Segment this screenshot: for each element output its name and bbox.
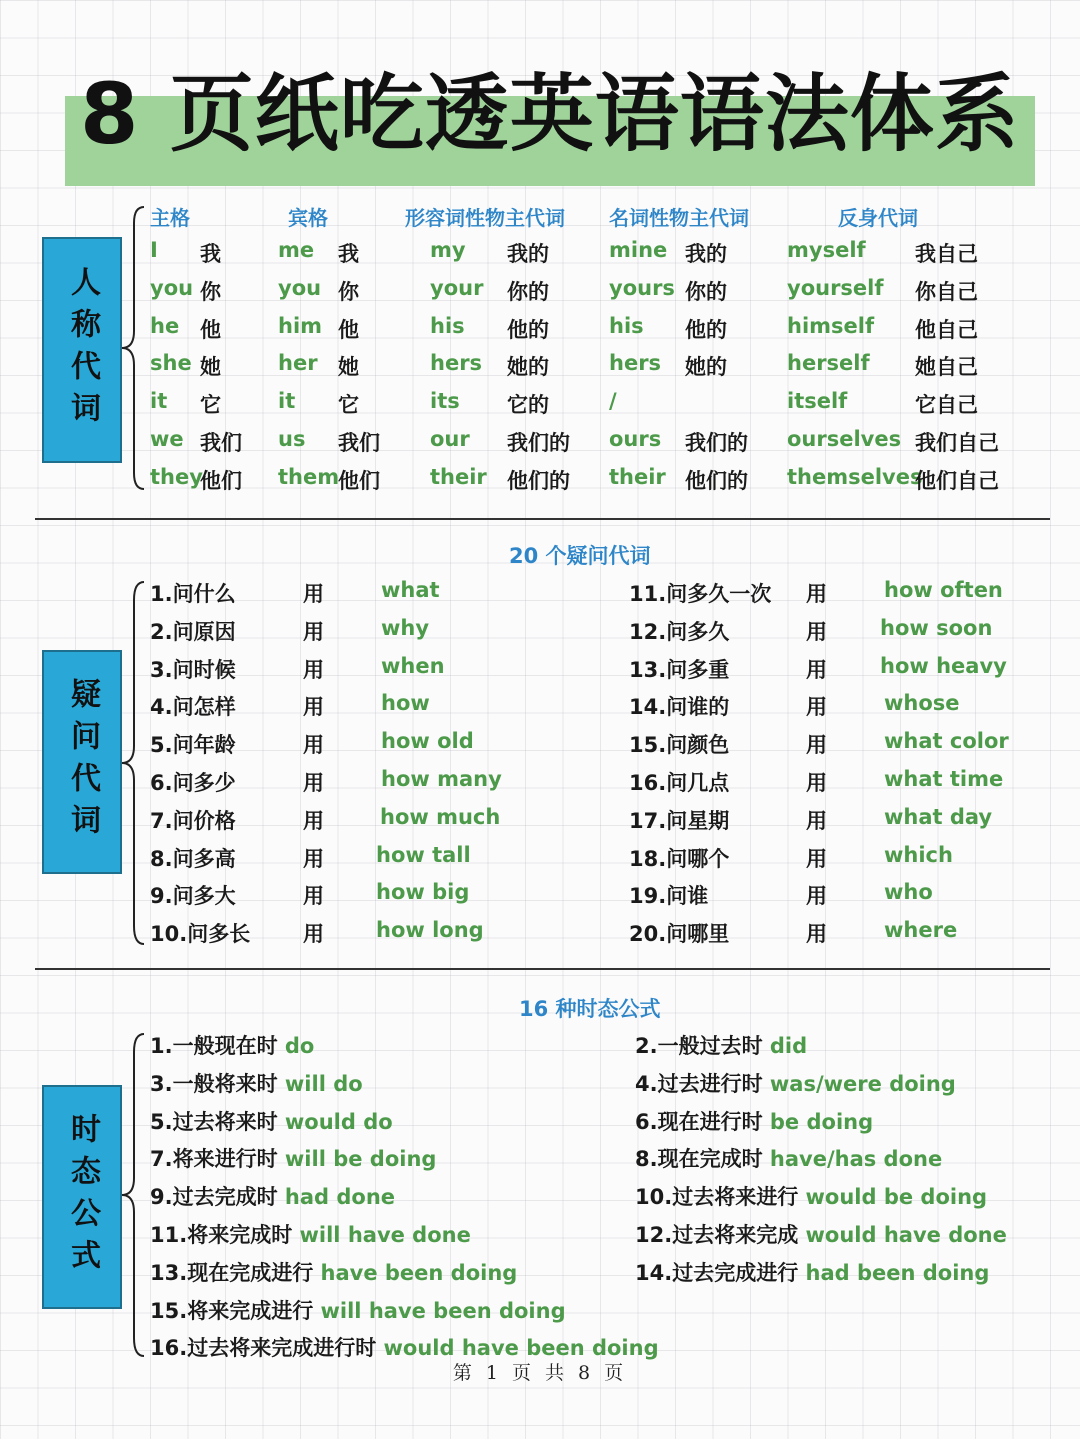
interrogatives-title: 20 个疑问代词 <box>509 544 651 568</box>
question-label: 4.问怎样 <box>150 695 236 720</box>
question-word: which <box>884 842 953 867</box>
pronoun-english: my <box>430 238 466 262</box>
pronoun-chinese: 我的 <box>507 242 549 266</box>
question-label: 9.问多大 <box>150 884 236 909</box>
tense-name: 13.现在完成进行 <box>150 1260 314 1285</box>
pronoun-english: ourselves <box>787 427 902 451</box>
tense-formula <box>635 1106 873 1136</box>
divider-2 <box>35 968 1050 970</box>
tense-name: 5.过去将来时 <box>150 1109 278 1134</box>
question-word: when <box>381 653 445 678</box>
question-label: 16.问几点 <box>629 771 730 795</box>
tense-formula-text: will have been doing <box>313 1298 566 1323</box>
question-label: 10.问多长 <box>150 922 251 947</box>
pronoun-chinese: 我 <box>338 242 359 266</box>
pronoun-chinese: 她自己 <box>915 355 978 380</box>
question-word: how heavy <box>880 653 1007 678</box>
column-header: 宾格 <box>288 206 328 230</box>
use-word: 用 <box>303 695 324 720</box>
tense-formula-text: will be doing <box>277 1147 437 1172</box>
question-label: 6.问多少 <box>150 771 236 795</box>
question-label: 3.问时候 <box>150 657 236 682</box>
pronoun-chinese: 它自己 <box>915 393 978 418</box>
question-word: how old <box>381 729 474 754</box>
pronoun-english: herself <box>787 351 870 376</box>
pronoun-chinese: 她的 <box>507 355 549 380</box>
pronoun-chinese: 他的 <box>507 317 549 342</box>
question-word: what day <box>884 804 993 829</box>
use-word: 用 <box>303 846 324 871</box>
use-word: 用 <box>806 733 827 758</box>
pronoun-english: their <box>609 464 666 489</box>
pronoun-english: you <box>278 275 322 300</box>
question-word: how often <box>884 578 1003 602</box>
pronoun-chinese: 你的 <box>685 279 727 304</box>
tense-formula-text: had been doing <box>798 1260 990 1285</box>
pronoun-english: our <box>430 427 470 451</box>
brace-interrogatives <box>118 578 148 948</box>
pronoun-english: myself <box>787 238 866 262</box>
question-label: 14.问谁的 <box>629 695 730 720</box>
question-word: how long <box>376 918 484 943</box>
question-label: 18.问哪个 <box>629 846 730 871</box>
tense-formula-text: would do <box>277 1109 393 1134</box>
pronoun-chinese: 它 <box>338 393 359 418</box>
tense-name: 7.将来进行时 <box>150 1147 278 1172</box>
question-label: 12.问多久 <box>629 619 730 644</box>
pronoun-chinese: 我们 <box>200 431 242 455</box>
page-footer: 第 1 页 共 8 页 <box>452 1362 628 1384</box>
pronoun-chinese: 他自己 <box>915 317 978 342</box>
use-word: 用 <box>303 922 324 947</box>
tense-formula <box>150 1030 314 1060</box>
tense-name: 16.过去将来完成进行时 <box>150 1336 377 1361</box>
tense-formula-text: would be doing <box>798 1185 988 1210</box>
use-word: 用 <box>303 582 324 606</box>
brace-pronouns <box>118 203 148 493</box>
use-word: 用 <box>806 846 827 871</box>
use-word: 用 <box>806 884 827 909</box>
brace-tenses <box>118 1030 148 1360</box>
tense-formula-text: would have been doing <box>376 1336 659 1361</box>
tense-name: 4.过去进行时 <box>635 1071 763 1096</box>
question-word: what color <box>884 729 1009 754</box>
pronoun-english: I <box>150 238 158 262</box>
tenses-title: 16 种时态公式 <box>519 997 661 1021</box>
question-word: how tall <box>376 842 471 867</box>
pronoun-english: hers <box>430 351 483 376</box>
column-header: 主格 <box>150 206 190 230</box>
pronoun-chinese: 我 <box>200 242 221 266</box>
use-word: 用 <box>806 771 827 795</box>
question-label: 11.问多久一次 <box>629 582 772 606</box>
pronoun-english: its <box>430 389 460 414</box>
question-label: 20.问哪里 <box>629 922 730 947</box>
question-label: 19.问谁 <box>629 884 709 909</box>
pronoun-english: ours <box>609 427 662 451</box>
use-word: 用 <box>806 922 827 947</box>
use-word: 用 <box>806 657 827 682</box>
pronoun-chinese: 他们 <box>200 468 242 493</box>
tense-formula-text: had done <box>277 1185 396 1210</box>
question-word: how much <box>380 804 501 829</box>
pronoun-english: we <box>150 427 184 451</box>
pronoun-english: mine <box>609 238 668 262</box>
pronoun-chinese: 我们 <box>338 431 380 455</box>
tense-name: 12.过去将来完成 <box>635 1223 799 1247</box>
pronoun-english: their <box>430 464 487 489</box>
tense-name: 10.过去将来进行 <box>635 1185 799 1210</box>
pronoun-english: she <box>150 351 192 376</box>
use-word: 用 <box>806 582 827 606</box>
pronoun-chinese: 我们的 <box>507 431 570 455</box>
tense-formula <box>635 1257 989 1287</box>
use-word: 用 <box>303 771 324 795</box>
tense-formula-text: would have done <box>798 1223 1007 1247</box>
tense-formula <box>635 1181 987 1211</box>
tense-name: 9.过去完成时 <box>150 1185 278 1210</box>
pronoun-chinese: 他的 <box>685 317 727 342</box>
section-label-interrogatives: 疑问代词 <box>42 650 122 874</box>
tense-formula <box>150 1257 517 1287</box>
use-word: 用 <box>303 884 324 909</box>
pronoun-english: your <box>430 275 484 300</box>
question-word: how <box>381 691 430 716</box>
question-word: whose <box>884 691 960 716</box>
pronoun-chinese: 你 <box>338 279 359 304</box>
tense-formula-text: was/were doing <box>762 1071 956 1096</box>
pronoun-english: him <box>278 313 323 338</box>
pronoun-english: his <box>430 313 465 338</box>
pronoun-english: her <box>278 351 318 376</box>
tense-formula-text: have/has done <box>762 1147 943 1172</box>
tense-formula-text: will do <box>277 1071 363 1096</box>
pronoun-english: they <box>150 464 203 489</box>
pronoun-chinese: 我自己 <box>915 242 978 266</box>
pronoun-chinese: 他 <box>200 317 221 342</box>
question-word: who <box>884 880 933 905</box>
use-word: 用 <box>303 733 324 758</box>
column-header: 反身代词 <box>838 206 918 230</box>
tense-formula-text: will have done <box>292 1223 471 1247</box>
pronoun-chinese: 它 <box>200 393 221 418</box>
question-label: 13.问多重 <box>629 657 730 682</box>
tense-formula <box>635 1143 942 1173</box>
pronoun-english: us <box>278 427 306 451</box>
question-label: 1.问什么 <box>150 582 236 606</box>
pronoun-chinese: 我们自己 <box>915 431 999 455</box>
pronoun-english: you <box>150 275 194 300</box>
question-word: what <box>381 578 440 602</box>
use-word: 用 <box>806 808 827 833</box>
tense-formula-text: have been doing <box>313 1260 518 1285</box>
question-label: 15.问颜色 <box>629 733 730 758</box>
pronoun-english: his <box>609 313 644 338</box>
tense-formula <box>150 1106 393 1136</box>
tense-formula-text: do <box>277 1034 315 1058</box>
question-word: why <box>381 615 430 640</box>
question-label: 5.问年龄 <box>150 733 236 758</box>
divider-1 <box>35 518 1050 520</box>
question-word: how many <box>381 767 502 791</box>
use-word: 用 <box>806 619 827 644</box>
question-label: 2.问原因 <box>150 619 236 644</box>
pronoun-english: yours <box>609 275 675 300</box>
pronoun-chinese: 你自己 <box>915 279 978 304</box>
use-word: 用 <box>303 808 324 833</box>
pronoun-chinese: 他 <box>338 317 359 342</box>
pronoun-chinese: 我的 <box>685 242 727 266</box>
pronoun-english: me <box>278 238 315 262</box>
use-word: 用 <box>303 619 324 644</box>
pronoun-chinese: 它的 <box>507 393 549 418</box>
pronoun-english: / <box>609 389 617 414</box>
pronoun-chinese: 他们的 <box>685 468 748 493</box>
tense-formula <box>150 1181 395 1211</box>
pronoun-chinese: 我们的 <box>685 431 748 455</box>
question-word: how soon <box>880 615 993 640</box>
tense-formula <box>150 1143 436 1173</box>
pronoun-chinese: 他们自己 <box>915 468 999 493</box>
question-word: what time <box>884 767 1004 791</box>
tense-formula <box>635 1030 807 1060</box>
tense-formula <box>150 1295 566 1325</box>
pronoun-chinese: 他们 <box>338 468 380 493</box>
tense-name: 1.一般现在时 <box>150 1034 278 1058</box>
pronoun-chinese: 她的 <box>685 355 727 380</box>
pronoun-english: he <box>150 313 180 338</box>
tense-name: 15.将来完成进行 <box>150 1298 314 1323</box>
tense-formula-text: did <box>762 1034 808 1058</box>
pronoun-chinese: 她 <box>338 355 359 380</box>
question-word: how big <box>376 880 470 905</box>
question-word: where <box>884 918 958 943</box>
pronoun-english: it <box>278 389 296 414</box>
pronoun-chinese: 你的 <box>507 279 549 304</box>
pronoun-english: itself <box>787 389 848 414</box>
section-label-pronouns: 人称代词 <box>42 237 122 463</box>
question-label: 8.问多高 <box>150 846 236 871</box>
pronoun-english: them <box>278 464 340 489</box>
tense-formula <box>150 1068 363 1098</box>
pronoun-english: it <box>150 389 168 414</box>
section-label-tenses: 时态公式 <box>42 1085 122 1309</box>
use-word: 用 <box>303 657 324 682</box>
tense-formula <box>150 1219 471 1249</box>
tense-name: 11.将来完成时 <box>150 1223 293 1247</box>
pronoun-chinese: 他们的 <box>507 468 570 493</box>
use-word: 用 <box>806 695 827 720</box>
tense-name: 2.一般过去时 <box>635 1034 763 1058</box>
pronoun-chinese: 你 <box>200 279 221 304</box>
column-header: 名词性物主代词 <box>609 206 749 230</box>
pronoun-english: themselves <box>787 464 923 489</box>
tense-name: 6.现在进行时 <box>635 1109 763 1134</box>
pronoun-english: himself <box>787 313 875 338</box>
tense-formula-text: be doing <box>762 1109 874 1134</box>
pronoun-chinese: 她 <box>200 355 221 380</box>
question-label: 17.问星期 <box>629 808 730 833</box>
tense-name: 3.一般将来时 <box>150 1071 278 1096</box>
column-header: 形容词性物主代词 <box>405 206 565 230</box>
pronoun-english: yourself <box>787 275 884 300</box>
tense-name: 14.过去完成进行 <box>635 1260 799 1285</box>
tense-name: 8.现在完成时 <box>635 1147 763 1172</box>
page-title: 8 页纸吃透英语语法体系 <box>80 65 1020 163</box>
tense-formula <box>635 1068 956 1098</box>
question-label: 7.问价格 <box>150 808 236 833</box>
tense-formula <box>635 1219 1007 1249</box>
pronoun-english: hers <box>609 351 662 376</box>
